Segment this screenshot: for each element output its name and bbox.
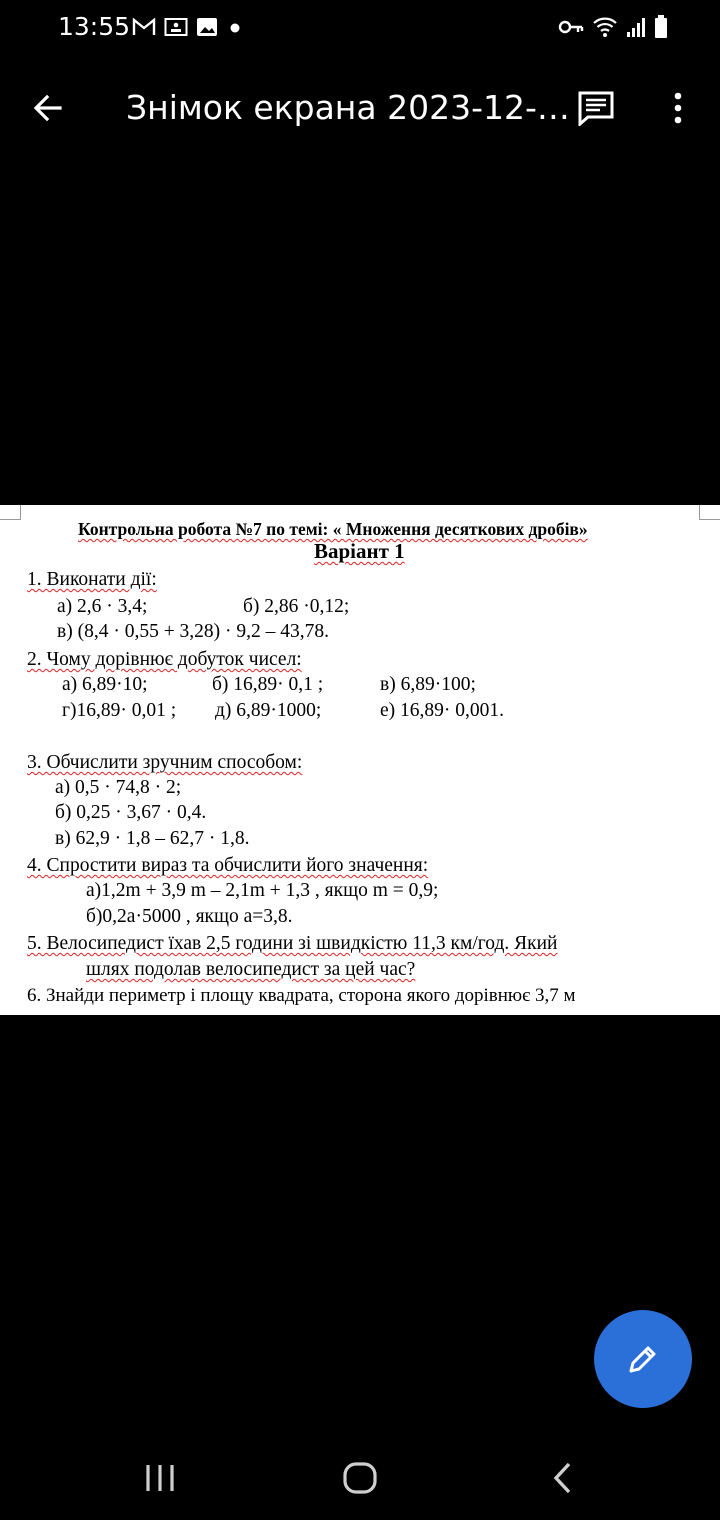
task-1-title: 1. Виконати дії: xyxy=(27,569,157,590)
task-2f: е) 16,89· 0,001. xyxy=(380,700,505,721)
task-2e: д) 6,89·1000; xyxy=(215,700,322,721)
task-4-title: 4. Спростити вираз та обчислити його значення: xyxy=(27,855,429,876)
task-2b: б) 16,89· 0,1 ; xyxy=(212,674,324,695)
vpn-key-icon xyxy=(558,17,584,41)
arrow-back-icon xyxy=(32,92,64,124)
task-2c: в) 6,89·100; xyxy=(380,674,476,695)
task-3b: б) 0,25 · 3,67 · 0,4. xyxy=(55,802,207,823)
document-image[interactable] xyxy=(0,505,720,1015)
task-5-line1: 5. Велосипедист їхав 2,5 години зі швидкістю 11,3 км/год. Який xyxy=(27,933,558,954)
recent-apps-button[interactable] xyxy=(130,1456,190,1500)
more-options-button[interactable] xyxy=(654,84,702,132)
task-4b: б)0,2а·5000 , якщо а=3,8. xyxy=(86,906,293,927)
app-bar xyxy=(0,68,720,148)
task-5-line2: шлях подолав велосипедист за цей час? xyxy=(86,959,416,980)
back-button[interactable] xyxy=(22,84,74,132)
task-3-title: 3. Обчислити зручним способом: xyxy=(27,752,303,773)
back-nav-icon xyxy=(549,1461,577,1495)
crop-corner-left xyxy=(0,505,21,520)
notification-dot-icon xyxy=(226,17,244,41)
home-button[interactable] xyxy=(330,1456,390,1500)
task-6: 6. Знайди периметр і площу квадрата, сторона якого дорівнює 3,7 м xyxy=(27,985,576,1006)
task-2-title: 2. Чому дорівнює добуток чисел: xyxy=(27,649,302,670)
status-bar xyxy=(0,0,720,58)
more-vert-icon xyxy=(673,92,683,124)
back-nav-button[interactable] xyxy=(533,1456,593,1500)
pencil-edit-icon xyxy=(626,1342,660,1376)
task-4a: а)1,2m + 3,9 m – 2,1m + 1,3 , якщо m = 0,9; xyxy=(86,880,439,901)
doc-heading: Контрольна робота №7 по темі: « Множення десяткових дробів» xyxy=(78,519,588,539)
screen-title: Знімок екрана 2023-12-… xyxy=(126,88,570,127)
recent-apps-icon xyxy=(143,1462,177,1494)
task-1a: а) 2,6 · 3,4; xyxy=(57,596,148,617)
task-3a: а) 0,5 · 74,8 · 2; xyxy=(55,777,182,798)
task-3c: в) 62,9 · 1,8 – 62,7 · 1,8. xyxy=(55,828,250,849)
task-1c: в) (8,4 · 0,55 + 3,28) · 9,2 – 43,78. xyxy=(57,621,330,642)
doc-variant: Варіант 1 xyxy=(314,539,405,563)
home-icon xyxy=(341,1461,379,1495)
comment-icon xyxy=(577,90,615,126)
comment-button[interactable] xyxy=(570,84,622,132)
signal-icon xyxy=(626,16,646,42)
classroom-icon xyxy=(164,17,188,41)
system-nav-bar xyxy=(0,1440,720,1520)
wifi-icon xyxy=(592,16,618,42)
gmail-icon xyxy=(132,17,156,41)
edit-fab-button[interactable] xyxy=(594,1310,692,1408)
status-time: 13:55 xyxy=(58,12,131,41)
gallery-icon xyxy=(196,17,218,41)
battery-icon xyxy=(654,15,668,43)
task-1b: б) 2,86 ·0,12; xyxy=(243,596,350,617)
task-2a: а) 6,89·10; xyxy=(62,674,148,695)
crop-corner-right xyxy=(699,505,720,520)
task-2d: г)16,89· 0,01 ; xyxy=(62,700,177,721)
